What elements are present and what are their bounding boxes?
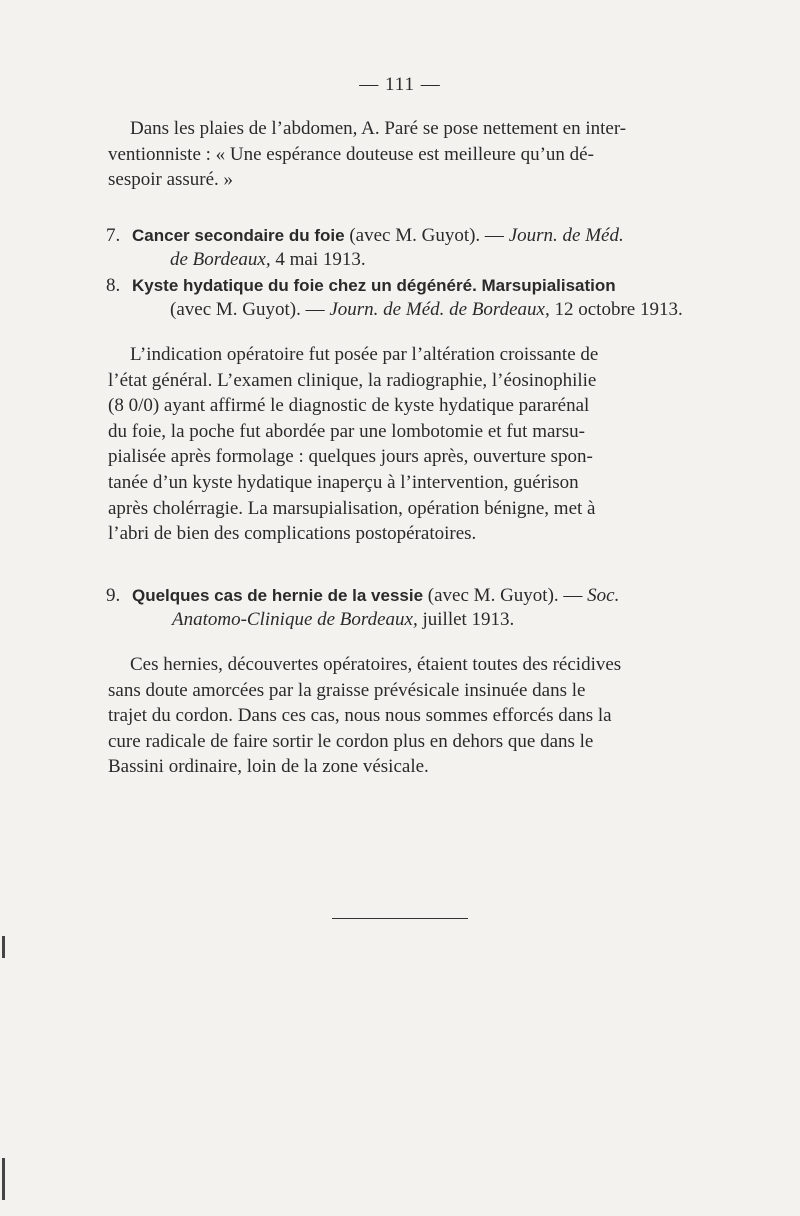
entry-date: 4 mai 1913.: [275, 249, 366, 270]
text-line: l’abri de bien des complications postopératoires.: [108, 523, 477, 545]
text-line: sespoir assuré. »: [108, 169, 234, 191]
entry-source-continued: de Bordeaux,: [170, 249, 271, 270]
text-line: l’état général. L’examen clinique, la radiographie, l’éosinophilie: [108, 369, 597, 391]
text-line: (8 0/0) ayant affirmé le diagnostic de kyste hydatique pararénal: [108, 395, 590, 417]
entry-number: 8.: [106, 275, 121, 296]
hernie-paragraph: [108, 652, 698, 780]
text-line: trajet du cordon. Dans ces cas, nous nous sommes efforcés dans la: [108, 705, 612, 727]
entry-title: Cancer secondaire du foie: [132, 226, 345, 245]
text-line: Ces hernies, découvertes opératoires, étaient toutes des récidives: [130, 654, 622, 675]
entry-number: 9.: [106, 585, 121, 606]
entry-date: juillet 1913.: [422, 609, 515, 630]
scan-artifact-mark: [2, 936, 5, 958]
text-line: pialisée après formolage : quelques jours après, ouverture spon-: [108, 446, 593, 468]
entry-source-continued: Anatomo-Clinique de Bordeaux,: [172, 609, 418, 630]
entry-title: Quelques cas de hernie de la vessie: [132, 586, 424, 605]
entry-coauthor: (avec M. Guyot). —: [349, 225, 504, 246]
text-line: ventionniste : « Une espérance douteuse est meilleure qu’un dé-: [108, 143, 594, 165]
page-number: — 111 —: [359, 74, 441, 95]
entry-number: 7.: [106, 225, 121, 246]
text-line: après cholérragie. La marsupialisation, opération bénigne, met à: [108, 497, 596, 519]
bibliography-entry-9: [106, 584, 700, 632]
text-line: Dans les plaies de l’abdomen, A. Paré se pose nettement en inter-: [130, 118, 627, 139]
text-line: sans doute amorcées par la graisse prévésicale insinuée dans le: [108, 679, 586, 701]
bibliography-entry-7: [106, 224, 700, 272]
bibliography-entry-8: [106, 274, 700, 322]
text-line: du foie, la poche fut abordée par une lombotomie et fut marsu-: [108, 420, 585, 442]
entry-source: Journ. de Méd. de Bordeaux,: [329, 299, 550, 320]
text-line: tanée d’un kyste hydatique inaperçu à l’intervention, guérison: [108, 471, 579, 493]
text-line: Bassini ordinaire, loin de la zone vésicale.: [108, 756, 429, 778]
end-rule-divider: [332, 918, 468, 919]
entry-coauthor: (avec M. Guyot). —: [170, 299, 325, 320]
entry-source: Journ. de Méd.: [508, 225, 624, 246]
entry-coauthor: (avec M. Guyot). —: [427, 585, 583, 606]
entry-source: Soc.: [587, 585, 620, 606]
scan-artifact-mark: [2, 1158, 5, 1200]
entry-date: 12 octobre 1913.: [554, 299, 683, 320]
text-line: L’indication opératoire fut posée par l’altération croissante de: [130, 344, 599, 365]
intro-paragraph: [108, 116, 698, 193]
text-line: cure radicale de faire sortir le cordon plus en dehors que dans le: [108, 730, 594, 752]
entry-title: Kyste hydatique du foie chez un dégénéré. Marsupialisation: [132, 276, 616, 295]
kyste-paragraph: [108, 342, 698, 547]
